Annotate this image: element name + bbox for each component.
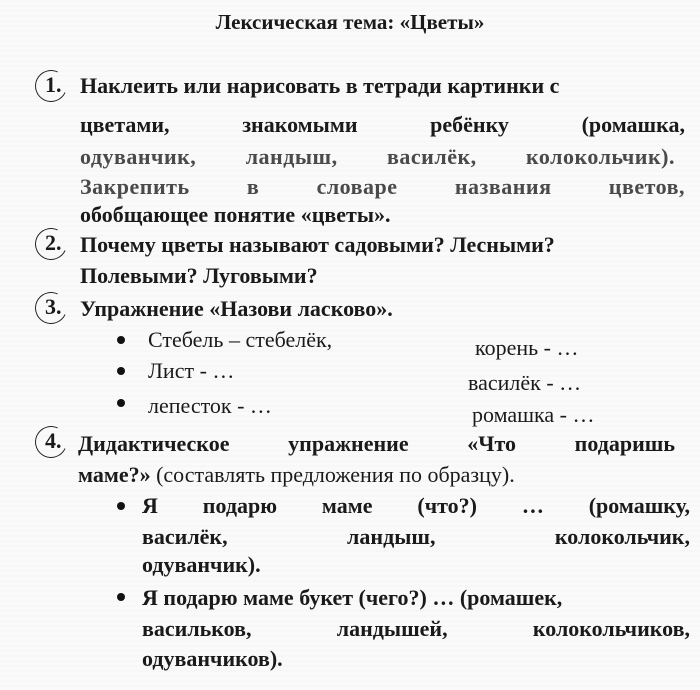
- bullet-2-line-3: одуванчиков).: [142, 646, 283, 671]
- word: в: [246, 174, 260, 199]
- item-2-line-2: Полевыми? Луговыми?: [80, 263, 318, 288]
- word: ребёнку: [430, 112, 509, 137]
- item-3-number: 3.: [45, 294, 62, 319]
- instruction-text: (составлять предложения по образцу).: [150, 462, 515, 487]
- item-1-line-2: [80, 112, 685, 138]
- pair-3-right: ромашка - …: [472, 402, 595, 427]
- bullet-icon: [117, 502, 125, 510]
- word: цветами,: [80, 112, 170, 137]
- pair-1-right: корень - …: [475, 335, 579, 360]
- item-4-line-1: [78, 431, 675, 457]
- item-1-line-1: Наклеить или нарисовать в тетради картинки с: [80, 73, 560, 98]
- item-1-number: 1.: [45, 72, 62, 97]
- word: ландыш,: [347, 524, 436, 549]
- item-2-line-1: Почему цветы называют садовыми? Лесными?: [80, 232, 555, 257]
- pair-3-left: лепесток - …: [148, 393, 272, 418]
- word: названия: [454, 174, 552, 199]
- item-1-line-5: обобщающее понятие «цветы».: [80, 202, 391, 227]
- word: колокольчиков,: [532, 616, 690, 641]
- word: Закрепить: [80, 174, 190, 199]
- bullet-1-line-2: [142, 524, 690, 550]
- word: колокольчик).: [526, 144, 675, 169]
- bullet-1-line-3: одуванчик).: [142, 552, 261, 577]
- item-1-line-4: [80, 174, 685, 200]
- bullet-2-line-2: [142, 616, 690, 642]
- word: …: [521, 493, 544, 518]
- word: (что?): [417, 493, 477, 518]
- word: знакомыми: [242, 112, 358, 137]
- pair-2-left: Лист - …: [148, 358, 235, 383]
- word: маме?»: [78, 462, 151, 487]
- bullet-icon: [117, 399, 125, 407]
- bullet-1-line-1: [142, 493, 690, 519]
- word: словаре: [316, 174, 398, 199]
- word: «Что: [467, 431, 516, 456]
- bullet-2-line-1: Я подарю маме букет (чего?) … (ромашек,: [142, 585, 563, 610]
- word: маме: [321, 493, 373, 518]
- word: одуванчик,: [80, 144, 197, 169]
- item-2-number: 2.: [45, 230, 62, 255]
- bullet-icon: [117, 367, 125, 375]
- page-title: Лексическая тема: «Цветы»: [215, 10, 485, 34]
- pair-1-left: Стебель – стебелёк,: [148, 327, 333, 352]
- word: колокольчик,: [554, 524, 690, 549]
- word: ландыш,: [245, 144, 338, 169]
- word: (ромашка,: [581, 112, 685, 137]
- item-1-line-3: [80, 144, 675, 170]
- word: Я: [142, 493, 158, 518]
- word: ландышей,: [336, 616, 448, 641]
- word: подаришь: [574, 431, 675, 456]
- word: василёк,: [387, 144, 477, 169]
- word: цветов,: [608, 174, 685, 199]
- item-3-line-1: Упражнение «Назови ласково».: [80, 296, 393, 321]
- word: подарю: [202, 493, 277, 518]
- item-4-number: 4.: [45, 428, 62, 453]
- bullet-icon: [117, 336, 125, 344]
- word: васильков,: [142, 616, 252, 641]
- word: упражнение: [288, 431, 409, 456]
- word: василёк,: [142, 524, 228, 549]
- pair-2-right: василёк - …: [468, 370, 582, 395]
- word: (ромашку,: [588, 493, 690, 518]
- word: Дидактическое: [78, 431, 230, 456]
- item-4-line-2: [78, 462, 515, 488]
- bullet-icon: [117, 593, 125, 601]
